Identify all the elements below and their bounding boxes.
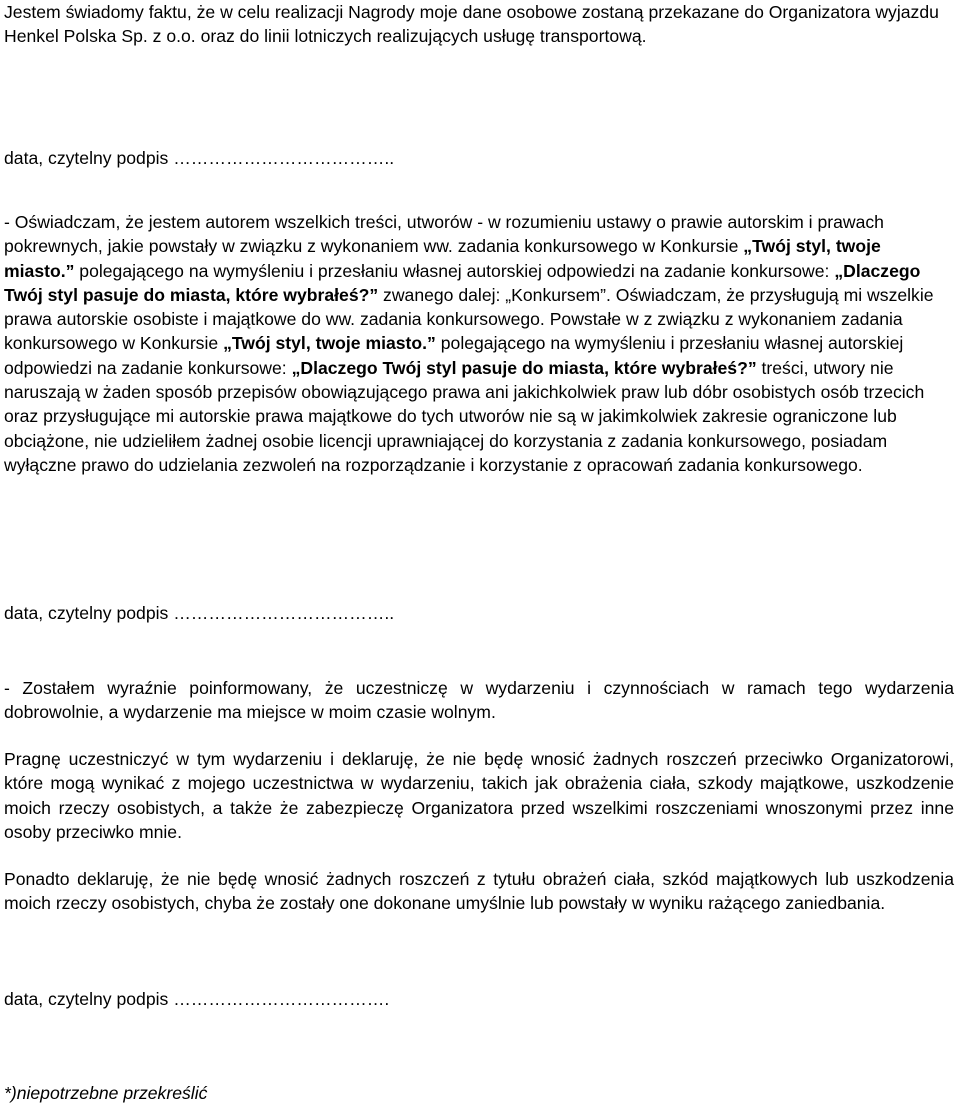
contest-name: „Twój styl, twoje miasto.”	[4, 236, 881, 281]
signature-line: data, czytelny podpis ………………………………..	[4, 148, 395, 168]
copyright-text: - Oświadczam, że jestem autorem wszelkich treści, utworów - w rozumieniu ustawy o prawie autorskim i prawach pokrewnych, jakie powstały w związku z wykonaniem ww. zadania konkursowego w Konkursie	[4, 212, 884, 257]
copyright-text: treści, utwory nie naruszają w żaden sposób przepisów obowiązującego prawa ani jakichkolwiek praw lub dóbr osobistych osób trzecich oraz przysługujące mi autorskie prawa majątkowe do tych utworów nie są w jakimkolwiek zakresie ograniczone lub obciążone, nie udzieliłem żadnej osobie licencji uprawniającej do korzystania z zadania konkursowego, posiadam wyłączne prawo do udzielania zezwoleń na rozporządzanie i korzystanie z opracowań zadania konkursowego.	[4, 357, 925, 475]
claims-waiver-paragraph: Ponadto deklaruję, że nie będę wnosić żadnych roszczeń z tytułu obrażeń ciała, szkód majątkowych lub uszkodzenia moich rzeczy osobistych, chyba że zostały one dokonane umyślnie lub powstały w wyniku rażącego zaniedbania.	[4, 869, 954, 914]
footnote: *)niepotrzebne przekreślić	[4, 1083, 208, 1103]
data-transfer-consent-paragraph: Jestem świadomy faktu, że w celu realizacji Nagrody moje dane osobowe zostaną przekazane do Organizatora wyjazdu Henkel Polska Sp. z o.o. oraz do linii lotniczych realizujących usługę transportową.	[4, 2, 939, 47]
signature-line: data, czytelny podpis ……………………………….	[4, 989, 390, 1009]
copyright-declaration-paragraph	[4, 210, 954, 477]
contest-name: „Twój styl, twoje miasto.”	[223, 333, 436, 354]
event-participation-paragraph: - Zostałem wyraźnie poinformowany, że uczestniczę w wydarzeniu i czynnościach w ramach tego wydarzenia dobrowolnie, a wydarzenie ma miejsce w moim czasie wolnym.	[4, 678, 954, 723]
contest-question: „Dlaczego Twój styl pasuje do miasta, które wybrałeś?”	[4, 260, 921, 305]
signature-line: data, czytelny podpis ………………………………..	[4, 603, 395, 623]
copyright-text: polegającego na wymyśleniu i przesłaniu własnej autorskiej odpowiedzi na zadanie konkursowe:	[74, 260, 835, 281]
claims-waiver-paragraph: Pragnę uczestniczyć w tym wydarzeniu i deklaruję, że nie będę wnosić żadnych roszczeń przeciwko Organizatorowi, które mogą wynikać z mojego uczestnictwa w wydarzeniu, takich jak obrażenia ciała, szkody majątkowe, uszkodzenie moich rzeczy osobistych, a także że zabezpieczę Organizatora przed wszelkimi roszczeniami wnoszonymi przez inne osoby przeciwko mnie.	[4, 749, 954, 842]
copyright-text: polegającego na wymyśleniu i przesłaniu własnej autorskiej odpowiedzi na zadanie konkursowe:	[4, 333, 904, 378]
copyright-text: zwanego dalej: „Konkursem”. Oświadczam, że przysługują mi wszelkie prawa autorskie osobiste i majątkowe do ww. zadania konkursowego. Powstałe w z związku z wykonaniem zadania konkursowego w Konkursie	[4, 284, 934, 354]
contest-question: „Dlaczego Twój styl pasuje do miasta, które wybrałeś?”	[291, 357, 757, 378]
